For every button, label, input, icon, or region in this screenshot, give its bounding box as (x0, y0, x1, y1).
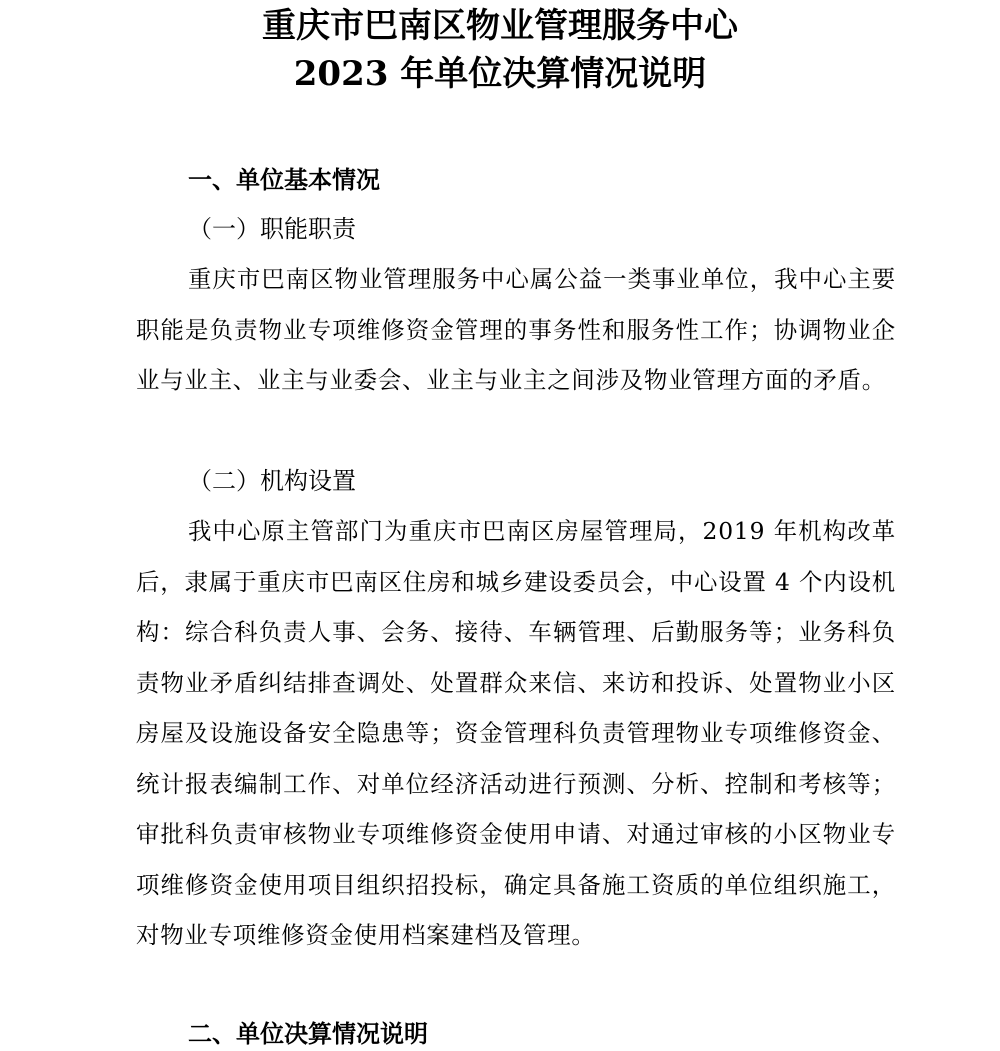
paragraph-organization: 我中心原主管部门为重庆市巴南区房屋管理局，2019 年机构改革后，隶属于重庆市巴南区住房和城乡建设委员会，中心设置 4 个内设机构：综合科负责人事、会务、接待、车辆管理、后勤服务等；业务科负责物业矛盾纠结排查调处、处置群众来信、来访和投诉、处置物业小区房屋及设施设备安全隐患等；资金管理科负责管理物业专项维修资金、统计报表编制工作、对单位经济活动进行预测、分析、控制和考核等；审批科负责审核物业专项维修资金使用申请、对通过审核的小区物业专项维修资金使用项目组织招投标，确定具备施工资质的单位组织施工，对物业专项维修资金使用档案建档及管理。 (136, 517, 896, 949)
subsection-heading-functions: （一）职能职责 (188, 215, 356, 243)
section-heading-basic-info: 一、单位基本情况 (188, 165, 380, 194)
section-heading-final-accounts: 二、单位决算情况说明 (188, 1019, 428, 1048)
document-title-line-1: 重庆市巴南区物业管理服务中心 (262, 6, 738, 46)
document-title-line-2: 2023 年单位决算情况说明 (293, 54, 707, 94)
subsection-heading-organization: （二）机构设置 (188, 467, 356, 495)
paragraph-functions: 重庆市巴南区物业管理服务中心属公益一类事业单位，我中心主要职能是负责物业专项维修资金管理的事务性和服务性工作；协调物业企业与业主、业主与业委会、业主与业主之间涉及物业管理方面的矛盾。 (136, 265, 896, 394)
